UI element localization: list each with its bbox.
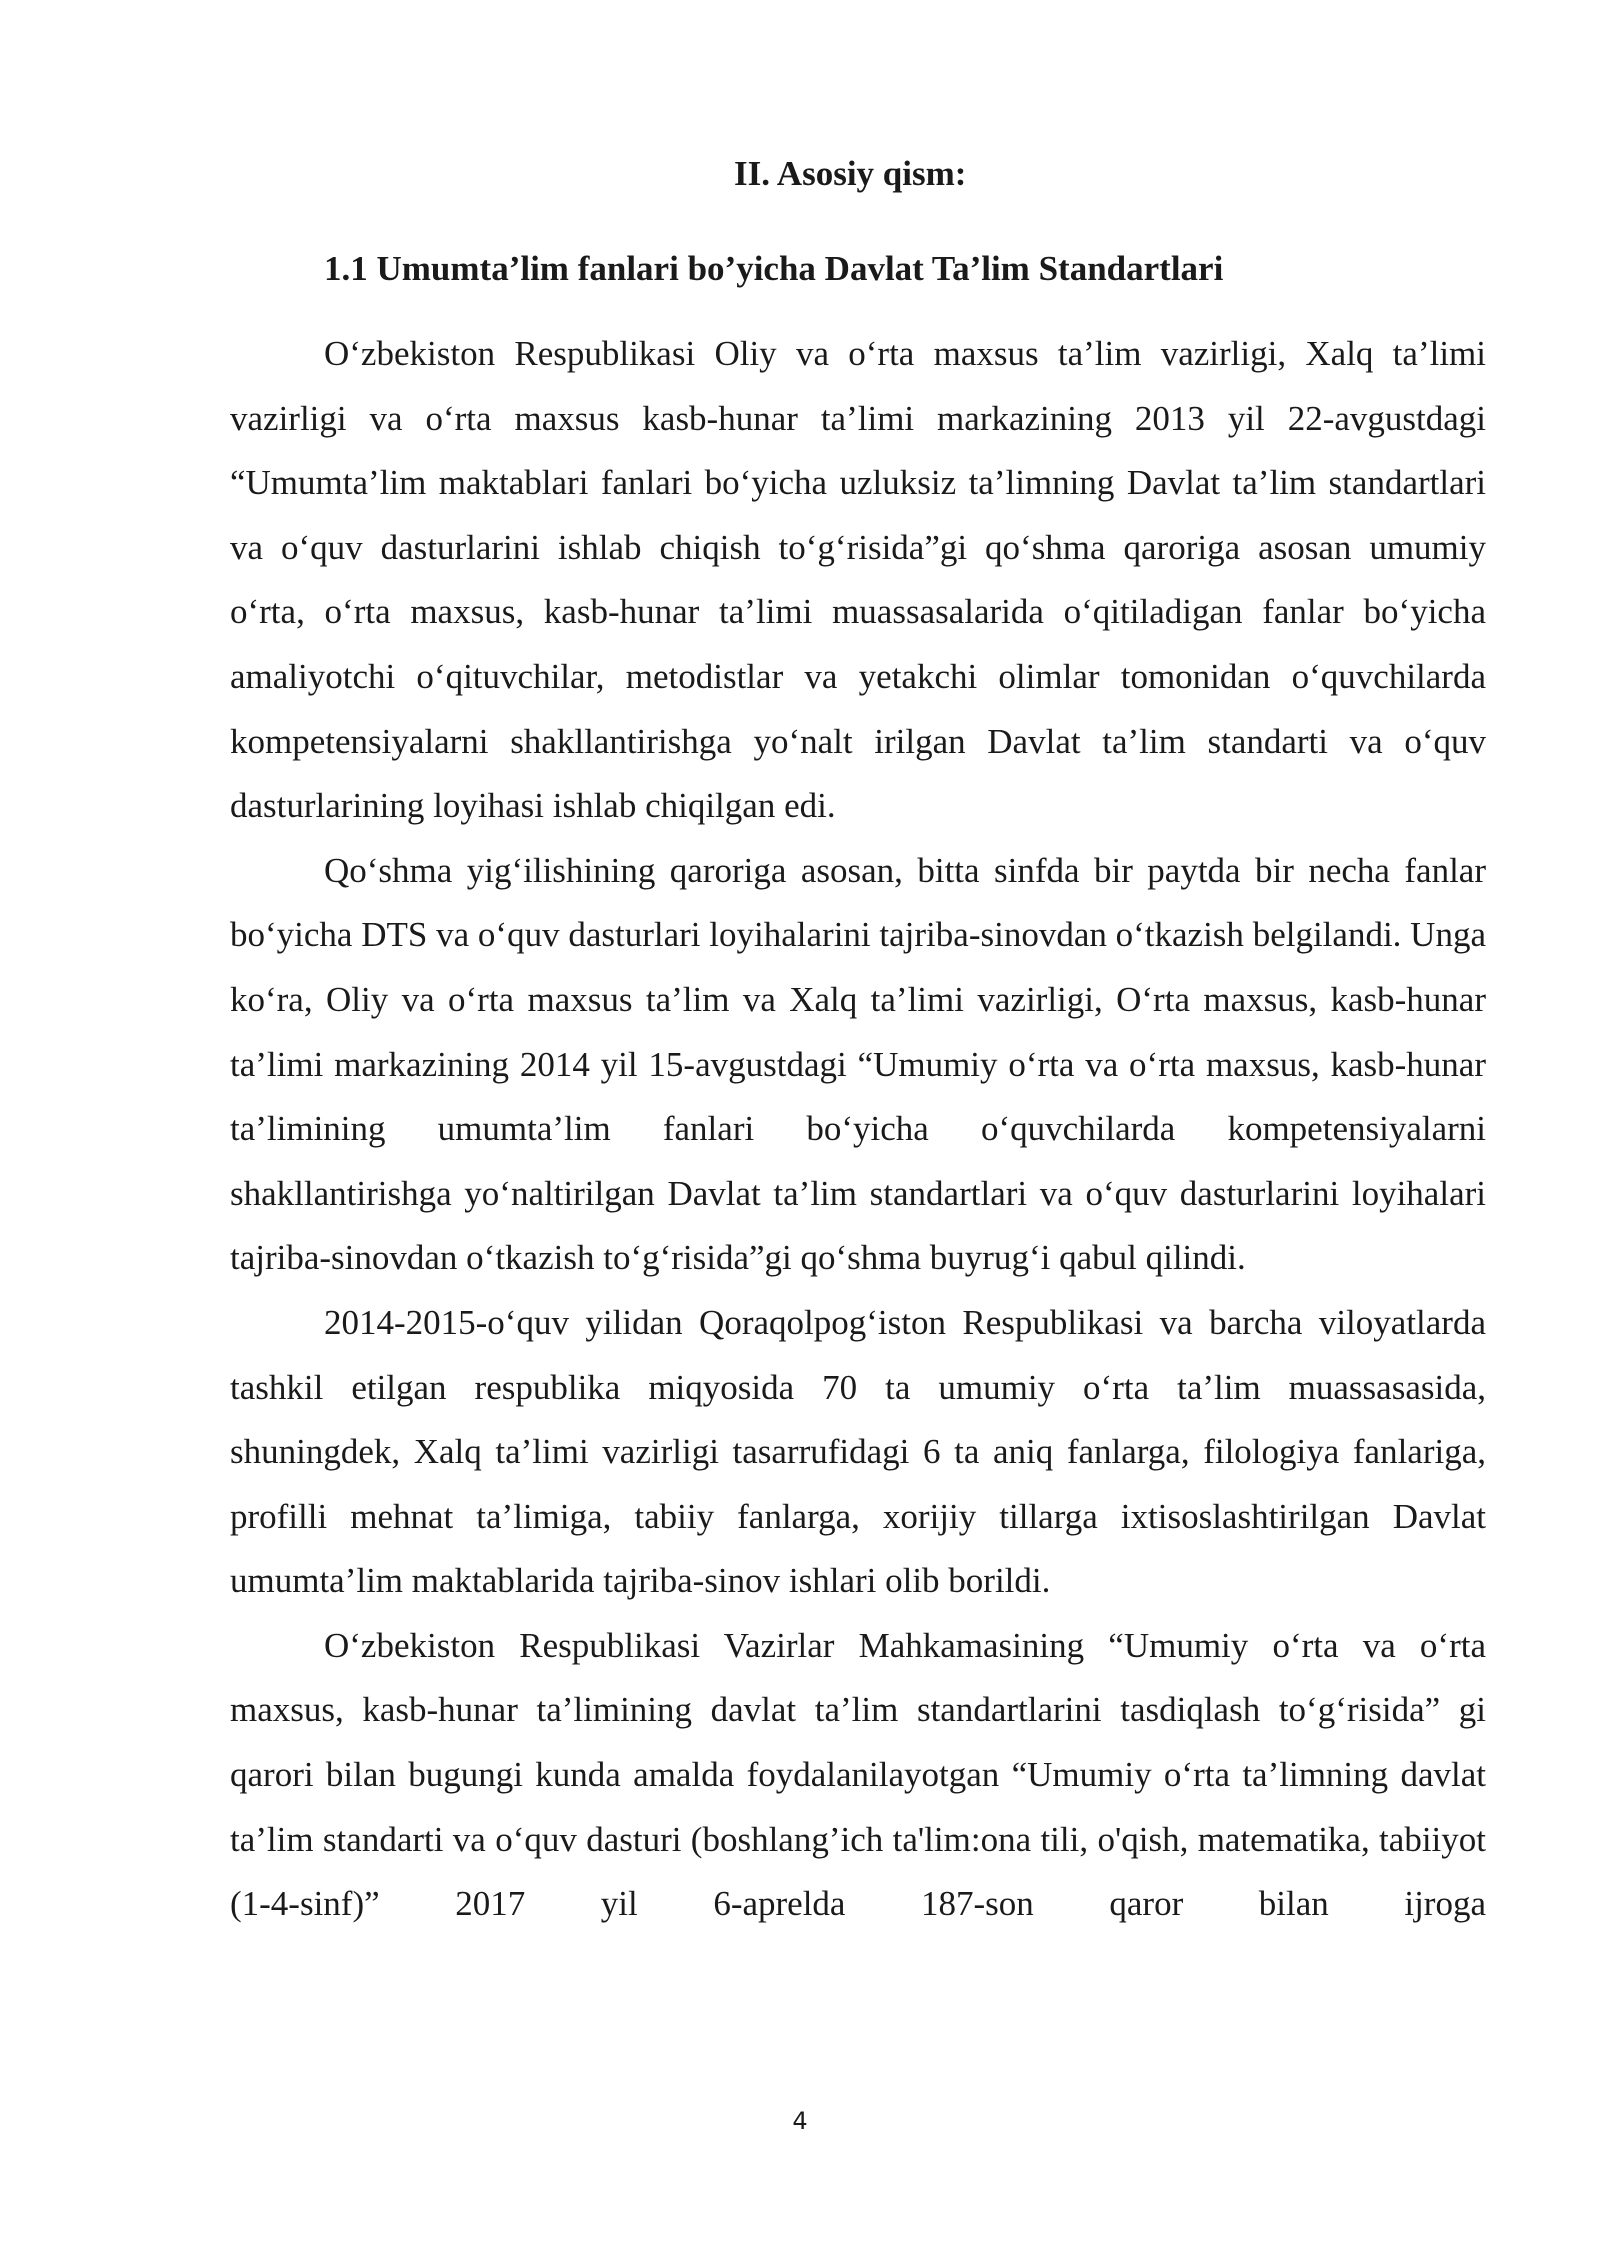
part-heading: II. Asosiy qism: — [734, 154, 967, 193]
paragraph: O‘zbekiston Respublikasi Vazirlar Mahkamasining “Umumiy o‘rta va o‘rta maxsus, kasb-hunar ta’limining davlat ta’lim standartlarini tasdiqlash to‘g‘risida” gi qarori bilan bugungi kunda amalda foydalanilayotgan “Umumiy o‘rta ta’limning davlat ta’lim standarti va o‘quv dasturi (boshlang’ich ta'lim:ona tili, o'qish, matematika, tabiiyot (1-4-sinf)” 2017 yil 6-aprelda 187-son qaror bilan ijroga — [230, 1625, 1486, 1924]
page-number: 4 — [792, 2107, 808, 2135]
section-heading: 1.1 Umumta’lim fanlari bo’yicha Davlat Ta’lim Standartlari — [324, 249, 1224, 288]
paragraph: 2014-2015-o‘quv yilidan Qoraqolpog‘iston Respublikasi va barcha viloyatlarda tashkil etilgan respublika miqyosida 70 ta umumiy o‘rta ta’lim muassasasida, shuningdek, Xalq ta’limi vazirligi tasarrufidagi 6 ta aniq fanlarga, filologiya fanlariga, profilli mehnat ta’limiga, tabiiy fanlarga, xorijiy tillarga ixtisoslashtirilgan Davlat umumta’lim maktablarida tajriba-sinov ishlari olib borildi. — [230, 1302, 1486, 1601]
body-text — [230, 322, 1486, 1937]
paragraph: O‘zbekiston Respublikasi Oliy va o‘rta maxsus ta’lim vazirligi, Xalq ta’limi vazirligi va o‘rta maxsus kasb-hunar ta’limi markazining 2013 yil 22-avgustdagi “Umumta’lim maktablari fanlari bo‘yicha uzluksiz ta’limning Davlat ta’lim standartlari va o‘quv dasturlarini ishlab chiqish to‘g‘risida”gi qo‘shma qaroriga asosan umumiy o‘rta, o‘rta maxsus, kasb-hunar ta’limi muassasalarida o‘qitiladigan fanlar bo‘yicha amaliyotchi o‘qituvchilar, metodistlar va yetakchi olimlar tomonidan o‘quvchilarda kompetensiyalarni shakllantirishga yo‘nalt irilgan Davlat ta’lim standarti va o‘quv dasturlarining loyihasi ishlab chiqilgan edi. — [230, 334, 1486, 826]
paragraph: Qo‘shma yig‘ilishining qaroriga asosan, bitta sinfda bir paytda bir necha fanlar bo‘yicha DTS va o‘quv dasturlari loyihalarini tajriba-sinovdan o‘tkazish belgilandi. Unga ko‘ra, Oliy va o‘rta maxsus ta’lim va Xalq ta’limi vazirligi, O‘rta maxsus, kasb-hunar ta’limi markazining 2014 yil 15-avgustdagi “Umumiy o‘rta va o‘rta maxsus, kasb-hunar ta’limining umumta’lim fanlari bo‘yicha o‘quvchilarda kompetensiyalarni shakllantirishga yo‘naltirilgan Davlat ta’lim standartlari va o‘quv dasturlarini loyihalari tajriba-sinovdan o‘tkazish to‘g‘risida”gi qo‘shma buyrug‘i qabul qilindi. — [230, 850, 1486, 1278]
